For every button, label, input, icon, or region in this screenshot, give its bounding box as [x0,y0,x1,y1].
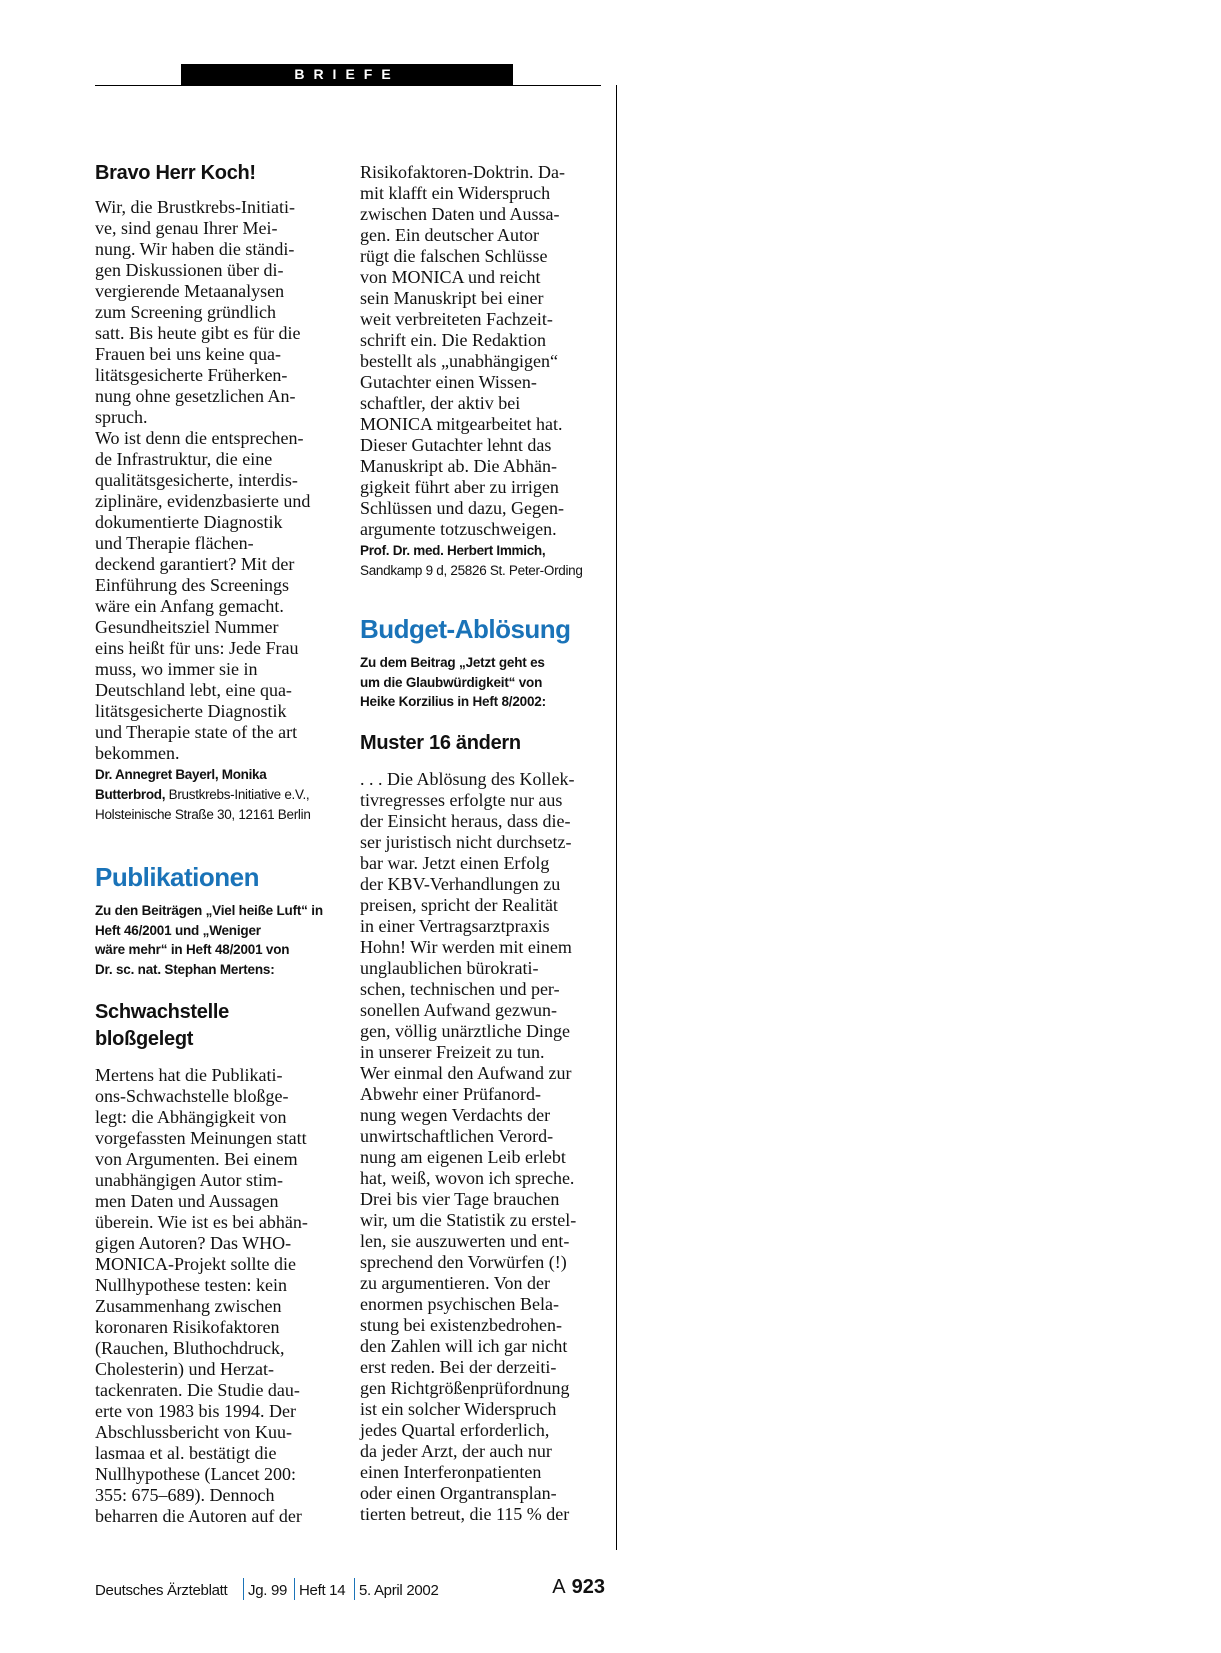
text-line: der KBV-Verhandlungen zu [360,873,561,894]
text-line: bar war. Jetzt einen Erfolg [360,852,550,873]
text-line: Abwehr einer Prüfanord- [360,1083,541,1104]
text-line: wir, um die Statistik zu erstel- [360,1209,577,1230]
text-line: von MONICA und reicht [360,267,541,287]
text-line: men Daten und Aussagen [95,1191,279,1211]
text-line: lasmaa et al. bestätigt die [95,1443,277,1463]
letter-body [95,197,335,764]
text-line: dokumentierte Diagnostik [95,512,283,532]
text-line: unwirtschaftlichen Verord- [360,1125,554,1146]
intro-line: Heike Korzilius in Heft 8/2002: [360,694,546,709]
signature-name: Prof. Dr. med. Herbert Immich, [360,543,546,558]
text-line: litätsgesicherte Früherken- [95,365,288,385]
text-line: Wer einmal den Aufwand zur [360,1062,572,1083]
text-line: nung am eigenen Leib erlebt [360,1146,566,1167]
text-line: gen Diskussionen über di- [95,260,284,280]
text-line: wäre ein Anfang gemacht. [95,596,284,616]
text-line: eins heißt für uns: Jede Frau [95,638,299,658]
intro-line: Heft 46/2001 und „Weniger [95,922,261,938]
text-line: oder einen Organtransplan- [360,1482,557,1503]
text-line: satt. Bis heute gibt es für die [95,323,301,343]
text-line: schen, technischen und per- [360,978,560,999]
footer-separator [354,1578,355,1600]
text-line: unabhängigen Autor stim- [95,1170,283,1190]
text-line: vergierende Metaanalysen [95,281,285,301]
text-line: legt: die Abhängigkeit von [95,1107,287,1127]
text-line: sprechend den Vorwürfen (!) [360,1251,567,1272]
text-line: Manuskript ab. Die Abhän- [360,456,557,476]
text-line: einen Interferonpatienten [360,1461,542,1482]
right-column [360,162,600,1525]
text-line: zum Screening gründlich [95,302,276,322]
journal-volume: Jg. 99 [248,1582,288,1599]
text-line: überein. Wie ist es bei abhän- [95,1212,308,1232]
text-line: Dieser Gutachter lehnt das [360,435,552,455]
text-line: zu argumentieren. Von der [360,1272,550,1293]
text-line: gen Richtgrößenprüfordnung [360,1377,570,1398]
text-line: jedes Quartal erforderlich, [360,1419,550,1440]
text-line: ziplinäre, evidenzbasierte und [95,491,311,511]
footer-separator [243,1578,244,1600]
text-line: Zusammenhang zwischen [95,1296,282,1316]
text-line: Mertens hat die Publikati- [95,1065,283,1085]
issue-date: 5. April 2002 [359,1582,439,1599]
signature-names: Dr. Annegret Bayerl, Monika [95,767,267,782]
text-line: ist ein solcher Widerspruch [360,1398,557,1419]
text-line: den Zahlen will ich gar nicht [360,1335,568,1356]
text-line: ser juristisch nicht durchsetz- [360,831,572,852]
letter-signature [95,765,335,825]
text-line: und Therapie state of the art [95,722,298,742]
text-line: gen, völlig unärztliche Dinge [360,1020,570,1041]
signature-names-cont: Butterbrod, [95,787,166,802]
text-line: tierten betreut, die 115 % der [360,1503,570,1524]
intro-line: Dr. sc. nat. Stephan Mertens: [95,961,275,977]
letter-body [95,1065,335,1527]
column-divider [616,85,617,1550]
page-footer [95,1578,605,1602]
signature-address: Holsteinische Straße 30, 12161 Berlin [95,807,311,822]
text-line: erte von 1983 bis 1994. Der [95,1401,296,1421]
letter-headline: Muster 16 ändern [360,731,521,754]
text-line: Gesundheitsziel Nummer [95,617,279,637]
text-line: Nullhypothese testen: kein [95,1275,287,1295]
letter-headline: Bravo Herr Koch! [95,162,256,184]
text-line: weit verbreiteten Fachzeit- [360,309,553,329]
text-line: ve, sind genau Ihrer Mei- [95,218,278,238]
intro-line: wäre mehr“ in Heft 48/2001 von [95,942,290,957]
text-line: qualitätsgesicherte, interdis- [95,470,298,490]
section-title-publikationen: Publikationen [95,862,259,892]
text-line: Wir, die Brustkrebs-Initiati- [95,197,296,217]
text-line: argumente totzuschweigen. [360,519,557,539]
text-line: gigkeit führt aber zu irrigen [360,477,559,497]
text-line: MONICA-Projekt sollte die [95,1254,296,1274]
text-line: de Infrastruktur, die eine [95,449,273,469]
signature-address: Sandkamp 9 d, 25826 St. Peter-Ording [360,563,583,578]
letter-headline [95,999,335,1053]
text-line: MONICA mitgearbeitet hat. [360,414,563,434]
text-line: litätsgesicherte Diagnostik [95,701,287,721]
journal-name: Deutsches Ärzteblatt [95,1582,228,1599]
text-line: nung wegen Verdachts der [360,1104,551,1125]
text-line: Schlüssen und dazu, Gegen- [360,498,564,518]
text-line: bekommen. [95,743,180,763]
text-line: Abschlussbericht von Kuu- [95,1422,292,1442]
page-number-value: 923 [571,1576,605,1598]
section-label: BRIEFE [181,64,513,85]
section-intro [95,901,335,979]
text-line: Frauen bei uns keine qua- [95,344,281,364]
text-line: koronaren Risikofaktoren [95,1317,280,1337]
intro-line: Zu dem Beitrag „Jetzt geht es [360,655,545,670]
text-line: beharren die Autoren auf der [95,1506,302,1526]
footer-separator [294,1578,295,1600]
text-line: mit klafft ein Widerspruch [360,183,551,203]
intro-line: Zu den Beiträgen „Viel heiße Luft“ in [95,903,323,918]
page-prefix: A [552,1576,566,1598]
text-line: Drei bis vier Tage brauchen [360,1188,560,1209]
text-line: Einführung des Screenings [95,575,289,595]
letter-body [360,769,600,1525]
text-line: ons-Schwachstelle bloßge- [95,1086,289,1106]
headline-line: bloßgelegt [95,1028,194,1050]
text-line: schaftler, der aktiv bei [360,393,521,413]
page-number [552,1576,605,1599]
text-line: in unserer Freizeit zu tun. [360,1041,545,1062]
text-line: tivregresses erfolgte nur aus [360,789,563,810]
text-line: bestellt als „unabhängigen“ [360,351,558,371]
text-line: der Einsicht heraus, dass die- [360,810,571,831]
text-line: deckend garantiert? Mit der [95,554,295,574]
journal-issue: Heft 14 [299,1582,346,1599]
section-title-budget: Budget-Ablösung [360,614,571,644]
text-line: schrift ein. Die Redaktion [360,330,546,350]
text-line: gen. Ein deutscher Autor [360,225,539,245]
text-line: von Argumenten. Bei einem [95,1149,298,1169]
header-rule [95,85,601,86]
signature-org: Brustkrebs-Initiative e.V., [165,787,310,802]
text-line: Gutachter einen Wissen- [360,372,537,392]
letter-body-continued [360,162,600,540]
text-line: gigen Autoren? Das WHO- [95,1233,292,1253]
text-line: Risikofaktoren-Doktrin. Da- [360,162,565,182]
section-intro [360,653,600,712]
text-line: muss, wo immer sie in [95,659,258,679]
left-column [95,160,335,1527]
text-line: unglaublichen bürokrati- [360,957,539,978]
text-line: hat, weiß, wovon ich spreche. [360,1167,575,1188]
text-line: und Therapie flächen- [95,533,254,553]
text-line: nung. Wir haben die ständi- [95,239,295,259]
text-line: sonellen Aufwand gezwun- [360,999,557,1020]
text-line: . . . Die Ablösung des Kollek- [360,768,575,789]
text-line: Wo ist denn die entsprechen- [95,428,304,448]
text-line: enormen psychischen Bela- [360,1293,559,1314]
text-line: in einer Vertragsarztpraxis [360,915,550,936]
headline-line: Schwachstelle [95,1001,229,1023]
text-line: Cholesterin) und Herzat- [95,1359,274,1379]
text-line: nung ohne gesetzlichen An- [95,386,296,406]
letter-signature [360,541,600,581]
text-line: (Rauchen, Bluthochdruck, [95,1338,285,1358]
text-line: erst reden. Bei der derzeiti- [360,1356,557,1377]
text-line: preisen, spricht der Realität [360,894,558,915]
intro-line: um die Glaubwürdigkeit“ von [360,674,543,690]
text-line: rügt die falschen Schlüsse [360,246,548,266]
text-line: zwischen Daten und Aussa- [360,204,560,224]
text-line: da jeder Arzt, der auch nur [360,1440,552,1461]
text-line: spruch. [95,407,148,427]
text-line: stung bei existenzbedrohen- [360,1314,562,1335]
text-line: tackenraten. Die Studie dau- [95,1380,300,1400]
text-line: Deutschland lebt, eine qua- [95,680,292,700]
text-line: 355: 675–689). Dennoch [95,1485,275,1505]
text-line: len, sie auszuwerten und ent- [360,1230,570,1251]
text-line: Nullhypothese (Lancet 200: [95,1464,296,1484]
text-line: sein Manuskript bei einer [360,288,544,308]
text-line: vorgefassten Meinungen statt [95,1128,307,1148]
text-line: Hohn! Wir werden mit einem [360,936,572,957]
